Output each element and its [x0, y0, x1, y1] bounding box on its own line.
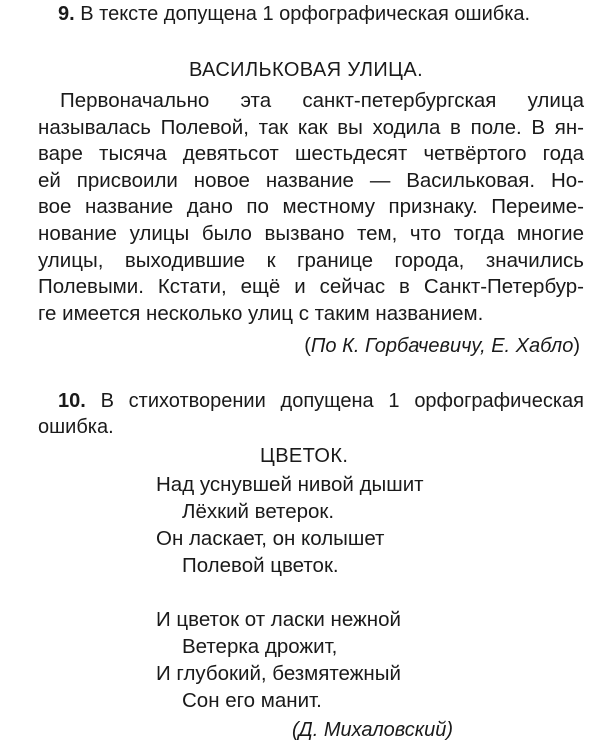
paragraph-line: ге имеется несколько улиц с таким названием.: [38, 301, 484, 325]
poem-body: [156, 471, 424, 714]
text-paragraph: [38, 88, 584, 327]
poem-author-name: Д. Михаловский: [298, 719, 447, 741]
poem-author: (Д. Михаловский): [292, 719, 454, 741]
paragraph-line: называлась Полевой, так как вы ходила в поле. В ян-: [38, 115, 584, 139]
paragraph-line: варе тысяча девятьсот шестьдесят четвёртого года: [38, 142, 584, 166]
task-10-instruction: В стихотворении допущена 1 орфографическая: [85, 390, 584, 412]
task-9-number: 9.: [58, 3, 75, 25]
poem-title: ЦВЕТОК.: [260, 445, 349, 467]
poem-verse: Сон его манит.: [182, 689, 322, 712]
poem-verse: Ветерка дрожит,: [182, 635, 338, 658]
task-10-heading: [38, 388, 584, 440]
poem-verse: Он ласкает, он колышет: [156, 527, 385, 550]
text-author: (По К. Горбачевичу, Е. Хабло): [304, 335, 580, 357]
paragraph-line: ей присвоили новое название — Васильковая. Но-: [38, 168, 584, 192]
poem-verse: И цветок от ласки нежной: [156, 608, 401, 631]
paragraph-line: Первоначально эта санкт-петербургская улица: [60, 89, 584, 112]
task-10-line: [38, 388, 584, 414]
poem-verse: Над уснувшей нивой дышит: [156, 473, 424, 496]
task-9-instruction: В тексте допущена 1 орфографическая ошибка.: [74, 3, 531, 25]
paragraph-line: вое название дано по местному признаку. Переиме-: [38, 195, 584, 219]
poem-verse: Лёхкий ветерок.: [182, 500, 335, 523]
poem-verse: И глубокий, безмятежный: [156, 662, 401, 685]
task-10-line: ошибка.: [38, 416, 114, 438]
task-10-number: 10.: [58, 390, 86, 412]
text-title: ВАСИЛЬКОВАЯ УЛИЦА.: [188, 59, 424, 81]
stanza-gap: [156, 579, 424, 606]
paragraph-line: нование улицы было вызвано тем, что тогда многие: [38, 221, 584, 245]
poem-verse: Полевой цветок.: [182, 554, 339, 577]
paragraph-line: улицы, выходившие к границе города, значились: [38, 248, 584, 272]
text-author-name: По К. Горбачевичу, Е. Хабло: [310, 335, 574, 357]
paragraph-line: Полевыми. Кстати, ещё и сейчас в Санкт-Петербур-: [38, 275, 584, 299]
task-9-heading: [58, 2, 530, 26]
